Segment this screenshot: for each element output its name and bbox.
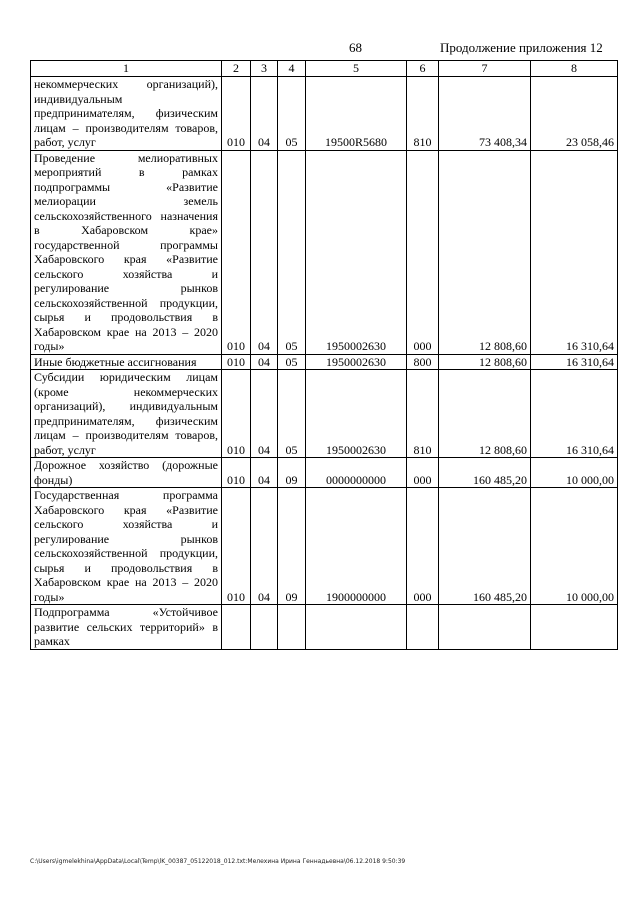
cell-amount-1: 12 808,60 — [439, 354, 531, 370]
cell-target-article: 19500R5680 — [306, 77, 407, 151]
continuation-label: Продолжение приложения 12 — [440, 40, 603, 55]
cell-amount-2: 10 000,00 — [531, 488, 618, 605]
cell-target-article: 0000000000 — [306, 458, 407, 488]
column-header: 1 — [31, 61, 222, 77]
file-path-footer: C:\Users\igmelekhina\AppData\Local\Temp\lK_00387_05122018_012.txt:Мелехина Ирина Геннадьевна\06.12.2018 9:50:39 — [30, 858, 406, 865]
cell-amount-2: 16 310,64 — [531, 150, 618, 354]
table-row — [31, 488, 618, 605]
cell-amount-1: 160 485,20 — [439, 458, 531, 488]
cell-subsection: 09 — [278, 458, 306, 488]
column-header: 7 — [439, 61, 531, 77]
cell-ministry: 010 — [222, 150, 251, 354]
cell-target-article: 1950002630 — [306, 370, 407, 458]
cell-target-article: 1900000000 — [306, 488, 407, 605]
column-header: 5 — [306, 61, 407, 77]
cell-section — [251, 605, 278, 650]
cell-subsection: 05 — [278, 370, 306, 458]
row-name: Проведение мелиоративных мероприятий в рамках подпрограммы «Развитие мелиорации земель сельскохозяйственного назначения в Хабаровском крае» государственной программы Хабаровского края «Развитие сельского хозяйства и регулирование рынков сельскохозяйственной продукции, сырья и продовольствия в Хабаровском крае на 2013 – 2020 годы» — [31, 150, 222, 354]
cell-ministry — [222, 605, 251, 650]
cell-subsection: 09 — [278, 488, 306, 605]
table-row — [31, 458, 618, 488]
cell-expense-type — [407, 605, 439, 650]
column-header: 6 — [407, 61, 439, 77]
cell-ministry: 010 — [222, 458, 251, 488]
cell-amount-2: 16 310,64 — [531, 370, 618, 458]
cell-target-article: 1950002630 — [306, 354, 407, 370]
cell-ministry: 010 — [222, 488, 251, 605]
table-row — [31, 605, 618, 650]
page-number: 68 — [349, 40, 362, 55]
cell-amount-2: 23 058,46 — [531, 77, 618, 151]
cell-target-article — [306, 605, 407, 650]
cell-section: 04 — [251, 77, 278, 151]
row-name: Дорожное хозяйство (дорожные фонды) — [31, 458, 222, 488]
cell-amount-2: 16 310,64 — [531, 354, 618, 370]
cell-section: 04 — [251, 150, 278, 354]
table-row — [31, 77, 618, 151]
cell-expense-type: 810 — [407, 77, 439, 151]
cell-expense-type: 810 — [407, 370, 439, 458]
table-row — [31, 150, 618, 354]
row-name: некоммерческих организаций), индивидуальным предпринимателям, физическим лицам – производителям товаров, работ, услуг — [31, 77, 222, 151]
row-name: Государственная программа Хабаровского края «Развитие сельского хозяйства и регулирование рынков сельскохозяйственной продукции, сырья и продовольствия в Хабаровском крае на 2013 – 2020 годы» — [31, 488, 222, 605]
cell-expense-type: 800 — [407, 354, 439, 370]
row-name: Субсидии юридическим лицам (кроме некоммерческих организаций), индивидуальным предпринимателям, физическим лицам – производителям товаров, работ, услуг — [31, 370, 222, 458]
cell-expense-type: 000 — [407, 458, 439, 488]
column-header: 2 — [222, 61, 251, 77]
header-row — [31, 61, 618, 77]
table-row — [31, 370, 618, 458]
cell-expense-type: 000 — [407, 488, 439, 605]
cell-amount-1 — [439, 605, 531, 650]
column-header: 8 — [531, 61, 618, 77]
cell-subsection: 05 — [278, 354, 306, 370]
cell-subsection: 05 — [278, 77, 306, 151]
column-header: 4 — [278, 61, 306, 77]
cell-amount-2: 10 000,00 — [531, 458, 618, 488]
column-header: 3 — [251, 61, 278, 77]
cell-amount-1: 12 808,60 — [439, 370, 531, 458]
table-row — [31, 354, 618, 370]
cell-target-article: 1950002630 — [306, 150, 407, 354]
cell-amount-1: 73 408,34 — [439, 77, 531, 151]
cell-section: 04 — [251, 458, 278, 488]
cell-amount-1: 12 808,60 — [439, 150, 531, 354]
cell-amount-1: 160 485,20 — [439, 488, 531, 605]
cell-ministry: 010 — [222, 354, 251, 370]
cell-subsection: 05 — [278, 150, 306, 354]
cell-ministry: 010 — [222, 370, 251, 458]
cell-section: 04 — [251, 354, 278, 370]
row-name: Иные бюджетные ассигнования — [31, 354, 222, 370]
budget-table — [30, 60, 618, 650]
cell-section: 04 — [251, 370, 278, 458]
cell-expense-type: 000 — [407, 150, 439, 354]
cell-ministry: 010 — [222, 77, 251, 151]
cell-amount-2 — [531, 605, 618, 650]
cell-section: 04 — [251, 488, 278, 605]
row-name: Подпрограмма «Устойчивое развитие сельских территорий» в рамках — [31, 605, 222, 650]
cell-subsection — [278, 605, 306, 650]
